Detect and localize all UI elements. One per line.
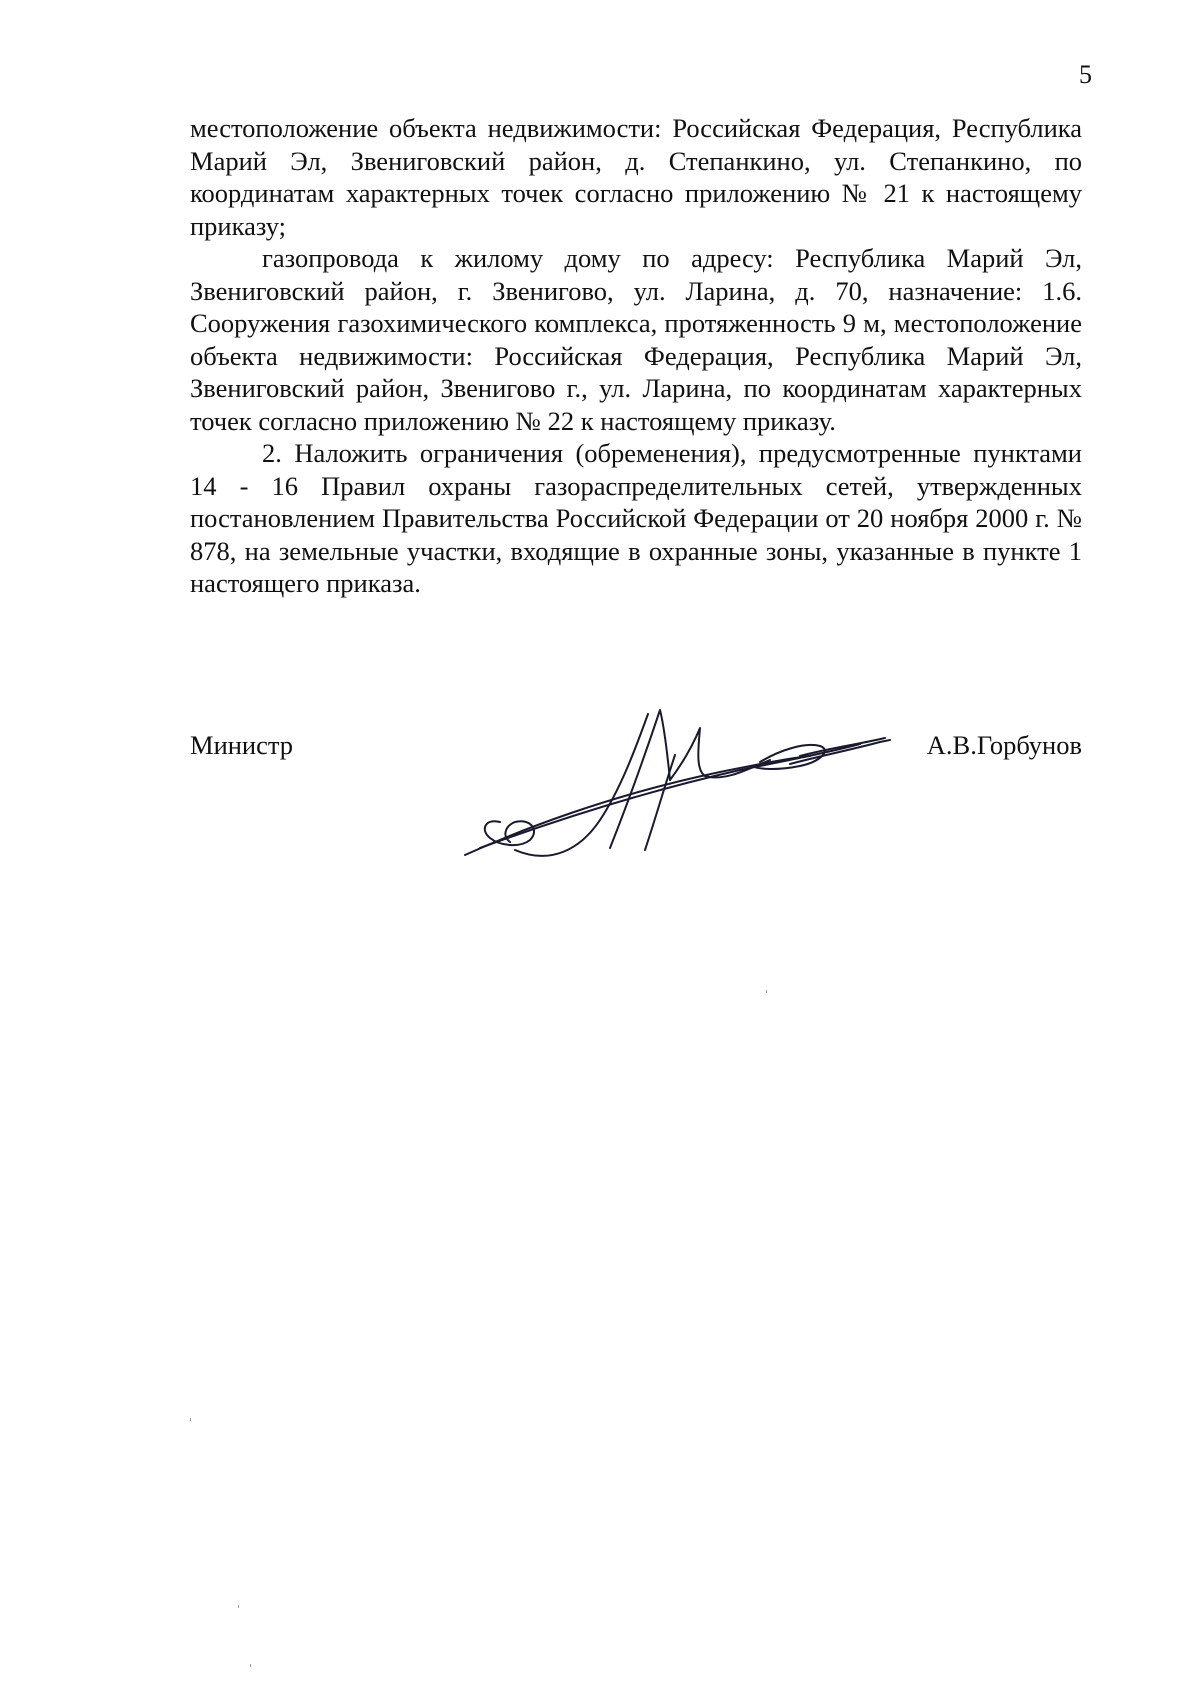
paragraph-gas-pipeline-larina: газопровода к жилому дому по адресу: Республика Марий Эл, Звениговский район, г. Звенигово, ул. Ларина, д. 70, назначение: 1.6. Сооружения газохимического комплекса, протяженность 9 м, местоположение объекта недвижимости: Российская Федерация, Республика Марий Эл, Звениговский район, Звенигово г., ул. Ларина, по координатам характерных точек согласно приложению № 22 к настоящему приказу.	[190, 243, 1082, 436]
handwritten-signature	[460, 700, 920, 880]
paragraph-restrictions: 2. Наложить ограничения (обременения), предусмотренные пунктами 14 - 16 Правил охраны газораспределительных сетей, утвержденных постановлением Правительства Российской Федерации от 20 ноября 2000 г. № 878, на земельные участки, входящие в охранные зоны, указанные в пункте 1 настоящего приказа.	[190, 438, 1082, 598]
paragraph-location-stepankino: местоположение объекта недвижимости: Российская Федерация, Республика Марий Эл, Звениговский район, д. Степанкино, ул. Степанкино, по координатам характерных точек согласно приложению № 21 к настоящему приказу;	[190, 113, 1082, 241]
body-text	[190, 112, 1082, 600]
signer-name: А.В.Горбунов	[926, 730, 1082, 760]
signer-role: Министр	[190, 730, 294, 760]
page-number: 5	[1079, 60, 1092, 89]
